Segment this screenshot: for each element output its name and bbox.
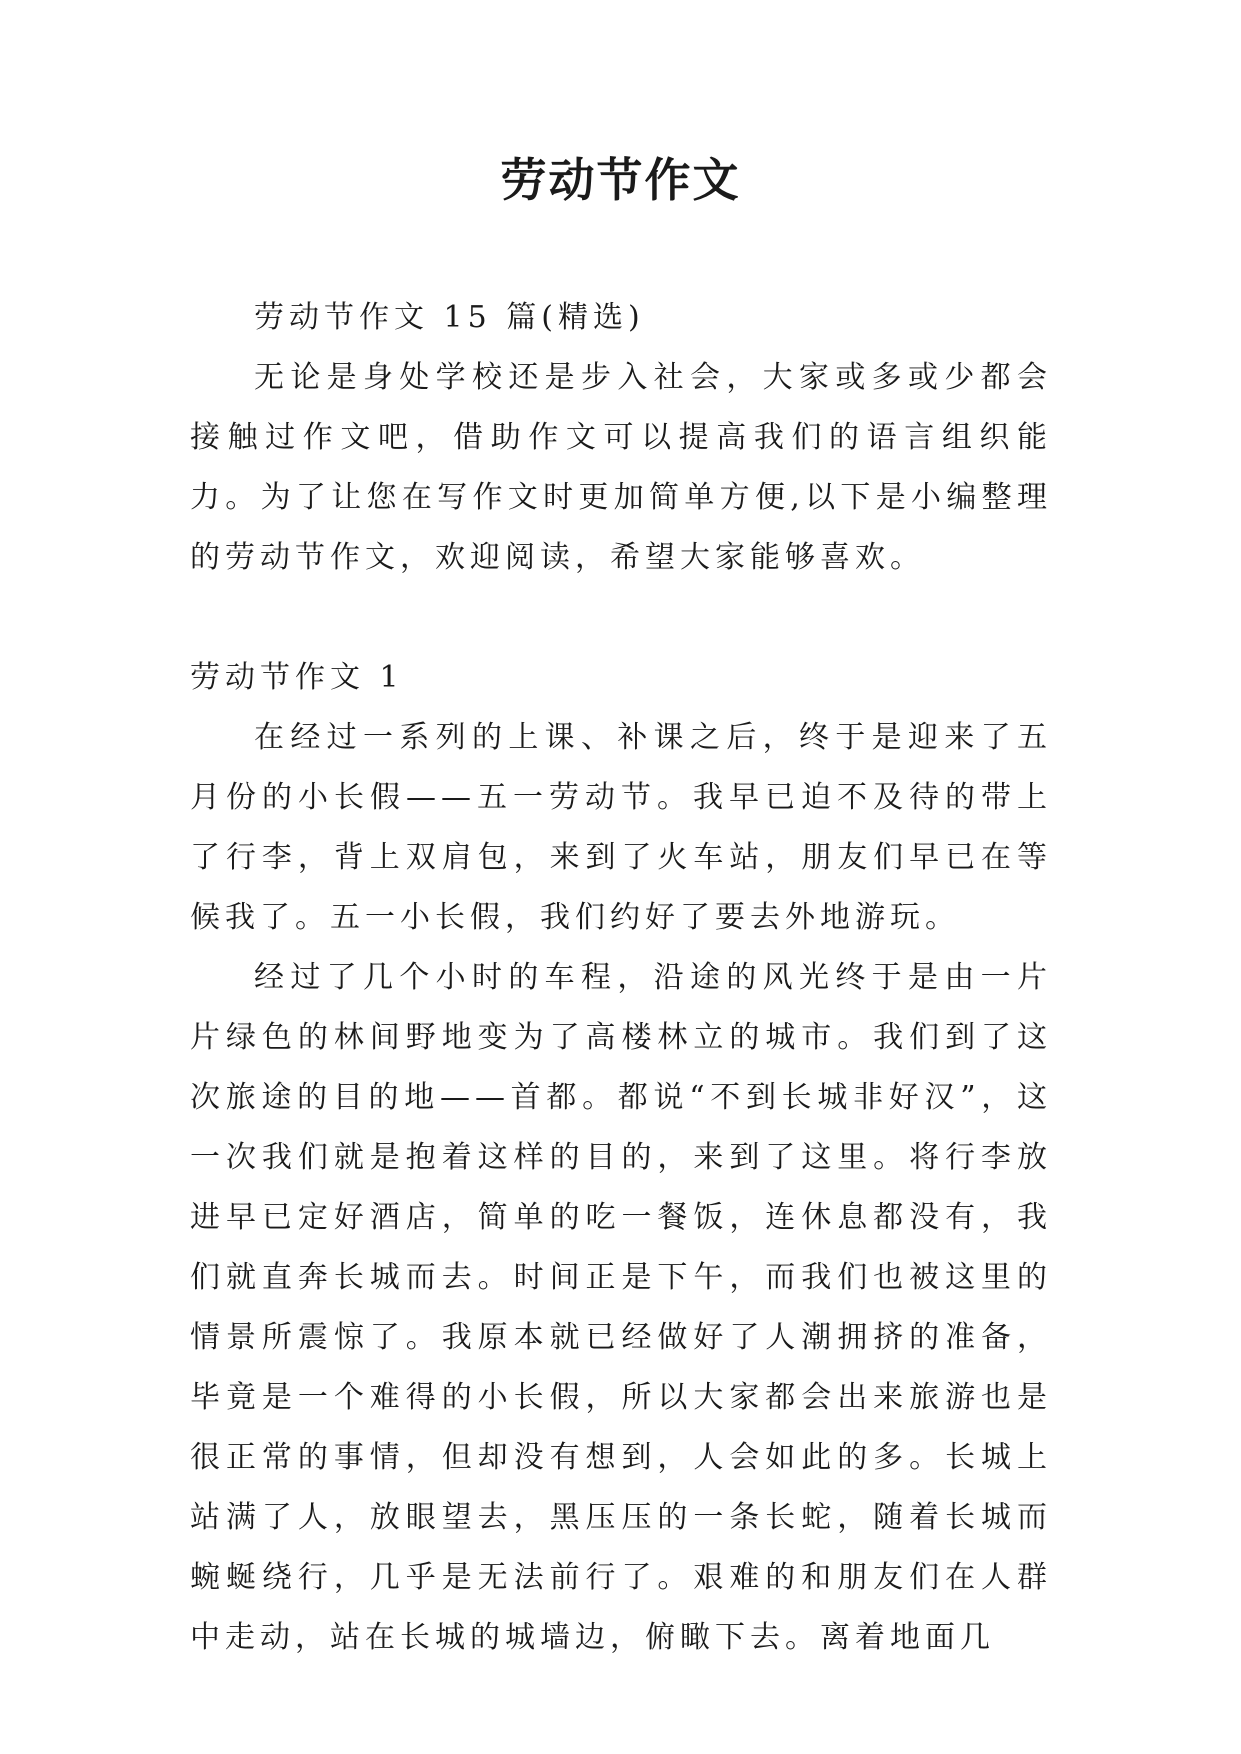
subtitle: 劳动节作文 15 篇(精选) (254, 300, 645, 335)
document-body (190, 288, 1052, 1668)
paragraph-spacer (190, 588, 1052, 648)
section-heading: 劳动节作文 1 (190, 660, 404, 695)
body-paragraph-1: 在经过一系列的上课、补课之后，终于是迎来了五月份的小长假——五一劳动节。我早已迫不及待的带上了行李，背上双肩包，来到了火车站，朋友们早已在等候我了。五一小长假，我们约好了要去外地游玩。 (190, 720, 1052, 935)
body-paragraph-2: 经过了几个小时的车程，沿途的风光终于是由一片片绿色的林间野地变为了高楼林立的城市。我们到了这次旅途的目的地——首都。都说“不到长城非好汉”，这一次我们就是抱着这样的目的，来到了这里。将行李放进早已定好酒店，简单的吃一餐饭，连休息都没有，我们就直奔长城而去。时间正是下午，而我们也被这里的情景所震惊了。我原本就已经做好了人潮拥挤的准备，毕竟是一个难得的小长假，所以大家都会出来旅游也是很正常的事情，但却没有想到，人会如此的多。长城上站满了人，放眼望去，黑压压的一条长蛇，随着长城而蜿蜒绕行，几乎是无法前行了。艰难的和朋友们在人群中走动，站在长城的城墙边，俯瞰下去。离着地面几 (190, 960, 1052, 1655)
intro-paragraph: 无论是身处学校还是步入社会，大家或多或少都会接触过作文吧，借助作文可以提高我们的语言组织能力。为了让您在写作文时更加简单方便,以下是小编整理的劳动节作文，欢迎阅读，希望大家能够喜欢。 (190, 360, 1052, 575)
page-title: 劳动节作文 (500, 153, 741, 207)
